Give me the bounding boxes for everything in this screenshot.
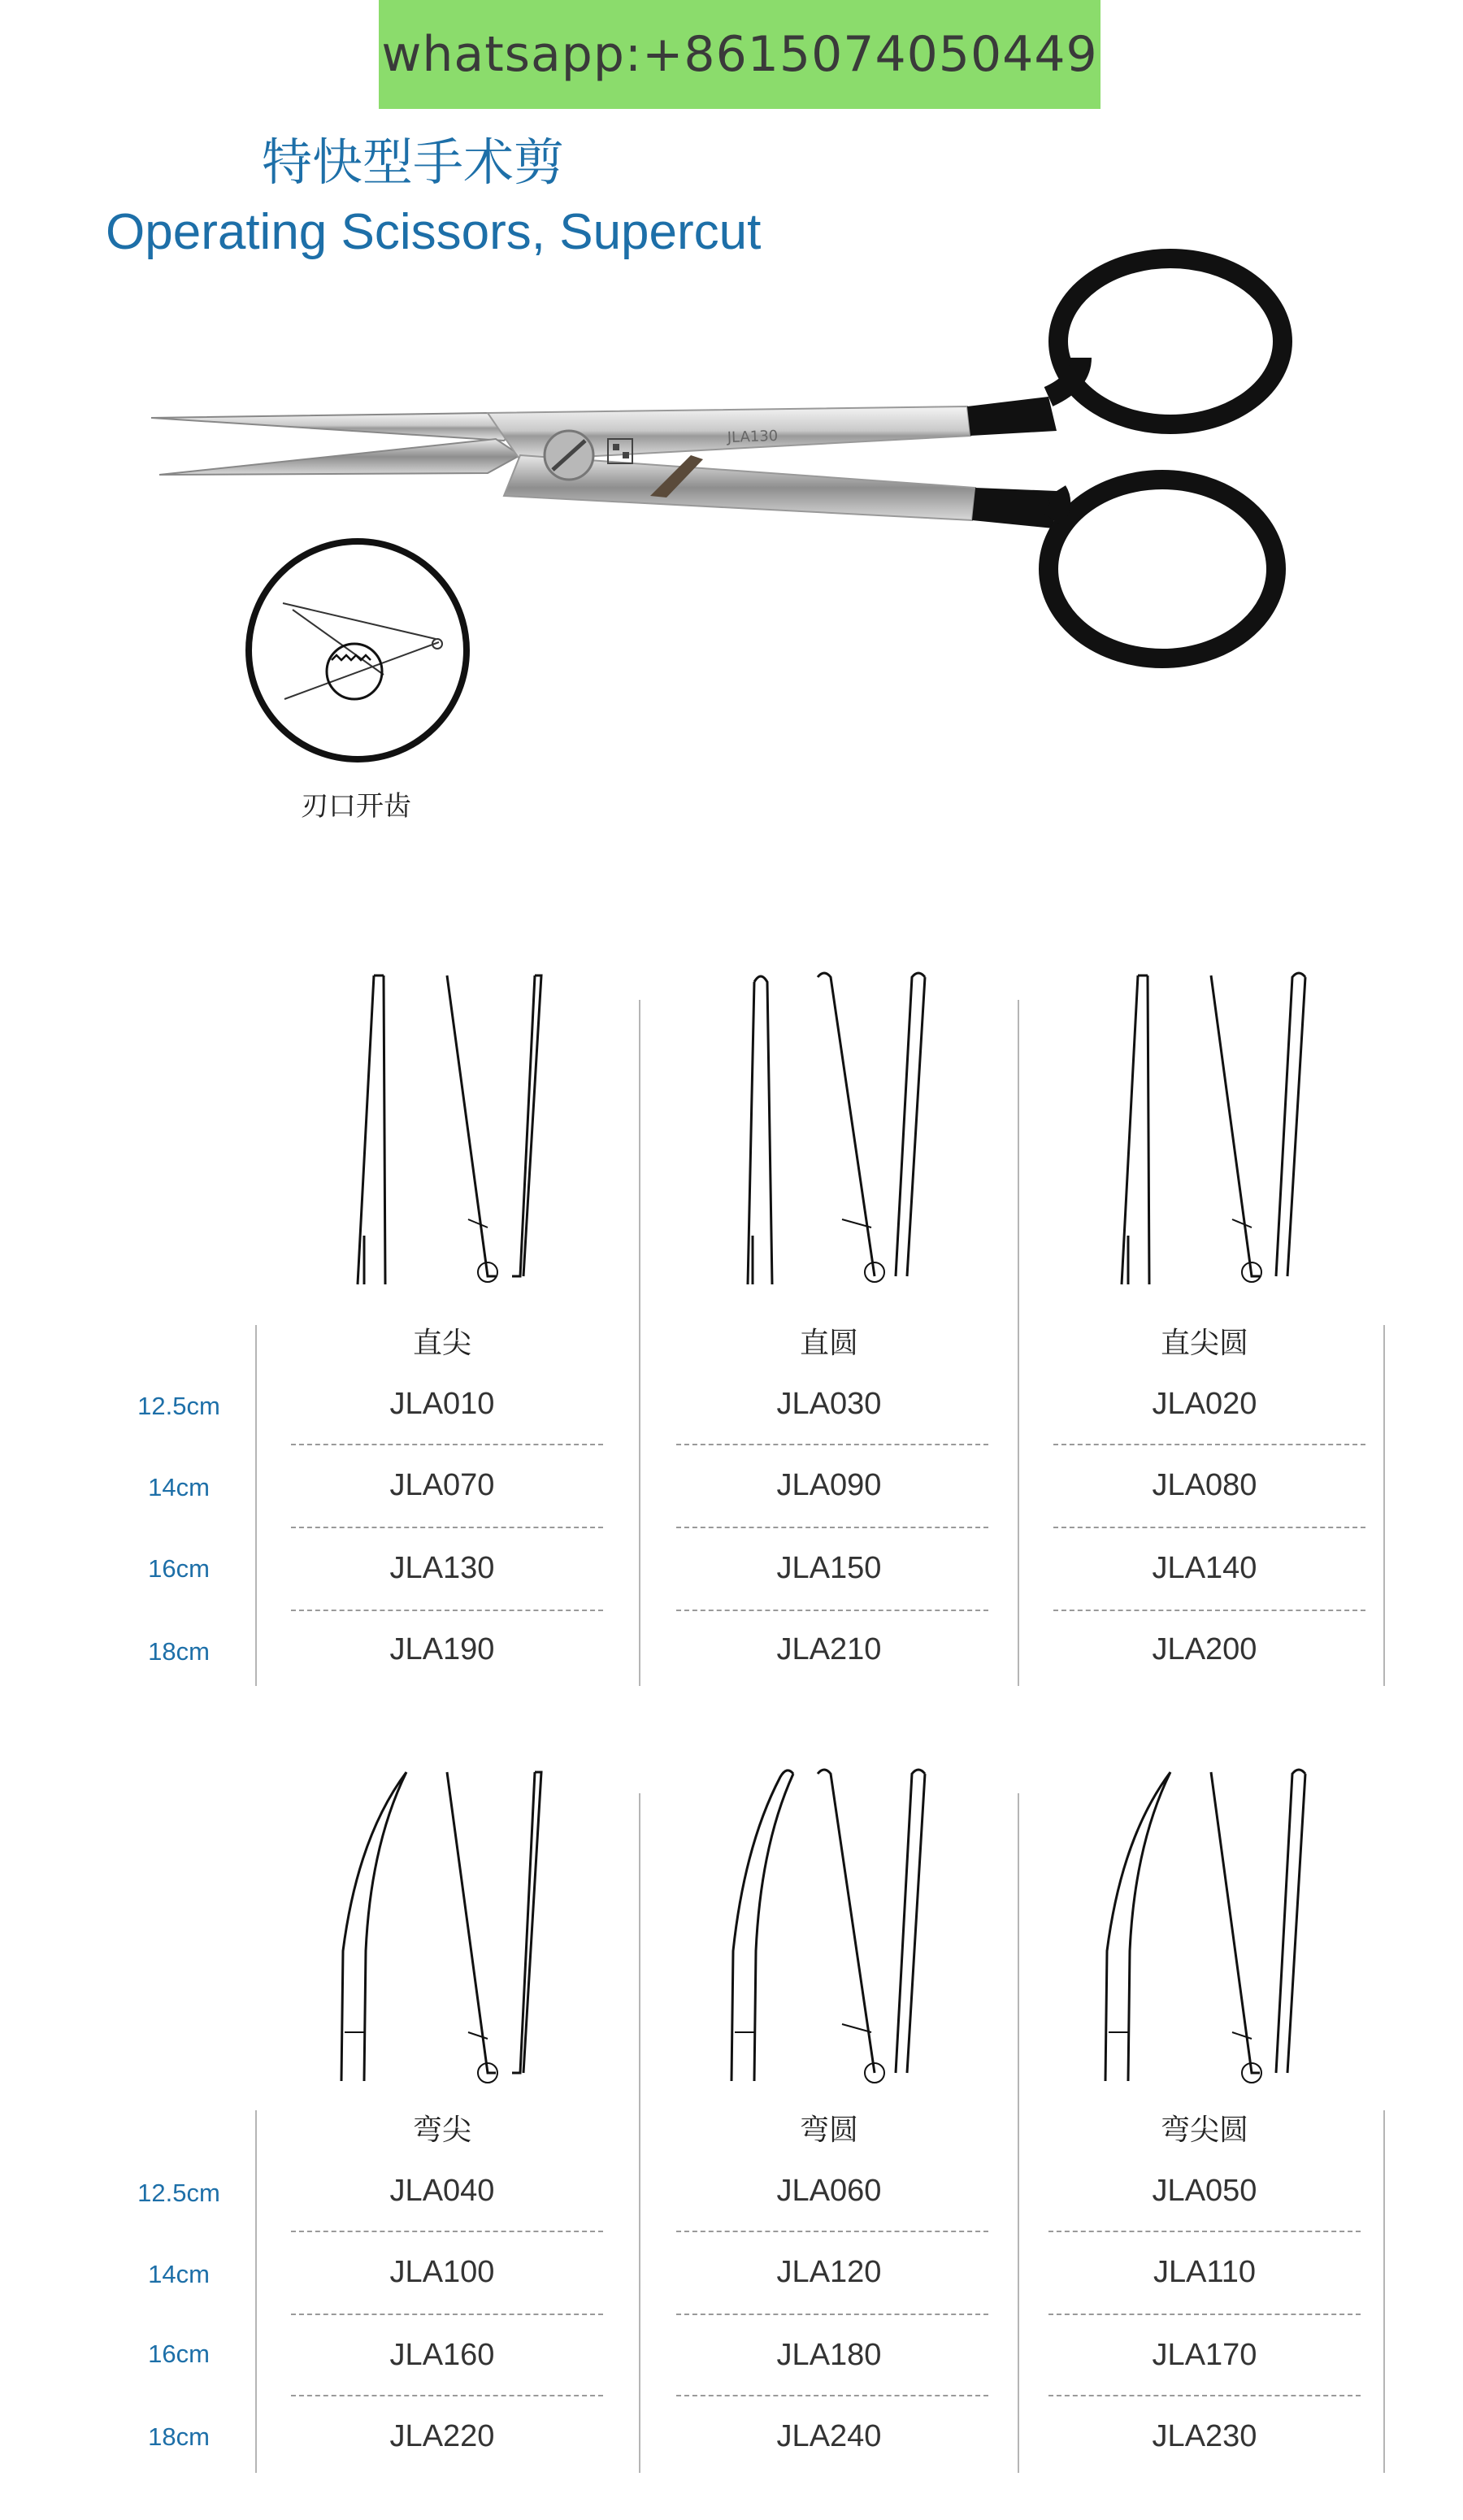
row-divider (1053, 1527, 1365, 1528)
product-code: JLA200 (1152, 1632, 1257, 1666)
row-divider (291, 1444, 603, 1445)
row-divider (676, 2395, 988, 2396)
product-code: JLA210 (776, 1632, 882, 1666)
row-divider (1048, 2231, 1361, 2232)
table-divider (1383, 1325, 1385, 1686)
size-label: 12.5cm (137, 2179, 220, 2207)
column-header: 直圆 (799, 1327, 859, 1360)
product-code: JLA040 (389, 2174, 495, 2208)
column-header: 直尖圆 (1160, 1327, 1249, 1360)
row-divider (676, 1444, 988, 1445)
row-divider (291, 1527, 603, 1528)
scissors-drawing-straight-sharp-blunt (1089, 959, 1333, 1301)
row-divider (1048, 2314, 1361, 2315)
row-divider (676, 1610, 988, 1611)
scissors-drawing-straight-blunt (712, 959, 956, 1301)
scissors-drawing-curved-sharp-blunt (1089, 1756, 1333, 2097)
row-divider (676, 1527, 988, 1528)
table-divider (255, 2110, 257, 2473)
serrated-edge-detail-icon (244, 537, 488, 780)
product-code: JLA010 (389, 1387, 495, 1421)
table-divider (639, 1793, 640, 2473)
size-label: 14cm (148, 2260, 210, 2288)
product-code: JLA090 (776, 1468, 882, 1502)
product-code: JLA050 (1152, 2174, 1257, 2208)
row-divider (676, 2314, 988, 2315)
product-code: JLA070 (389, 1468, 495, 1502)
row-divider (291, 1610, 603, 1611)
detail-caption: 刃口开齿 (301, 790, 411, 823)
product-code: JLA190 (389, 1632, 495, 1666)
row-divider (1048, 2395, 1361, 2396)
product-code: JLA100 (389, 2255, 495, 2289)
table-divider (1018, 1000, 1019, 1686)
product-code: JLA180 (776, 2338, 882, 2372)
column-header: 弯圆 (799, 2114, 859, 2147)
column-header: 弯尖 (412, 2114, 472, 2147)
product-code: JLA150 (776, 1551, 882, 1585)
row-divider (1053, 1444, 1365, 1445)
table-divider (1383, 2110, 1385, 2473)
row-divider (1053, 1610, 1365, 1611)
product-code: JLA120 (776, 2255, 882, 2289)
scissors-engraving: JLA130 (727, 427, 779, 446)
product-code: JLA110 (1153, 2255, 1257, 2289)
product-code: JLA130 (389, 1551, 495, 1585)
size-label: 18cm (148, 2422, 210, 2451)
product-code: JLA220 (389, 2419, 495, 2453)
product-code: JLA160 (389, 2338, 495, 2372)
row-divider (291, 2231, 603, 2232)
scissors-drawing-straight-sharp (325, 959, 569, 1301)
size-label: 16cm (148, 1554, 210, 1583)
table-divider (255, 1325, 257, 1686)
product-code: JLA060 (776, 2174, 882, 2208)
product-code: JLA140 (1152, 1551, 1257, 1585)
table-divider (1018, 1793, 1019, 2473)
scissors-drawing-curved-blunt (712, 1756, 956, 2097)
size-label: 16cm (148, 2340, 210, 2368)
row-divider (676, 2231, 988, 2232)
title-chinese: 特快型手术剪 (262, 133, 565, 192)
row-divider (291, 2395, 603, 2396)
scissors-drawing-curved-sharp (325, 1756, 569, 2097)
product-code: JLA240 (776, 2419, 882, 2453)
title-english: Operating Scissors, Supercut (106, 204, 762, 260)
product-code: JLA020 (1152, 1387, 1257, 1421)
product-code: JLA030 (776, 1387, 882, 1421)
product-code: JLA080 (1152, 1468, 1257, 1502)
size-label: 14cm (148, 1473, 210, 1501)
size-label: 18cm (148, 1637, 210, 1666)
scissors-product-image (0, 0, 1463, 732)
product-code: JLA230 (1152, 2419, 1257, 2453)
column-header: 直尖 (412, 1327, 472, 1360)
whatsapp-contact-text: whatsapp:+8615074050449 (381, 26, 1098, 83)
product-code: JLA170 (1152, 2338, 1257, 2372)
column-header: 弯尖圆 (1160, 2114, 1249, 2147)
size-label: 12.5cm (137, 1392, 220, 1420)
table-divider (639, 1000, 640, 1686)
row-divider (291, 2314, 603, 2315)
